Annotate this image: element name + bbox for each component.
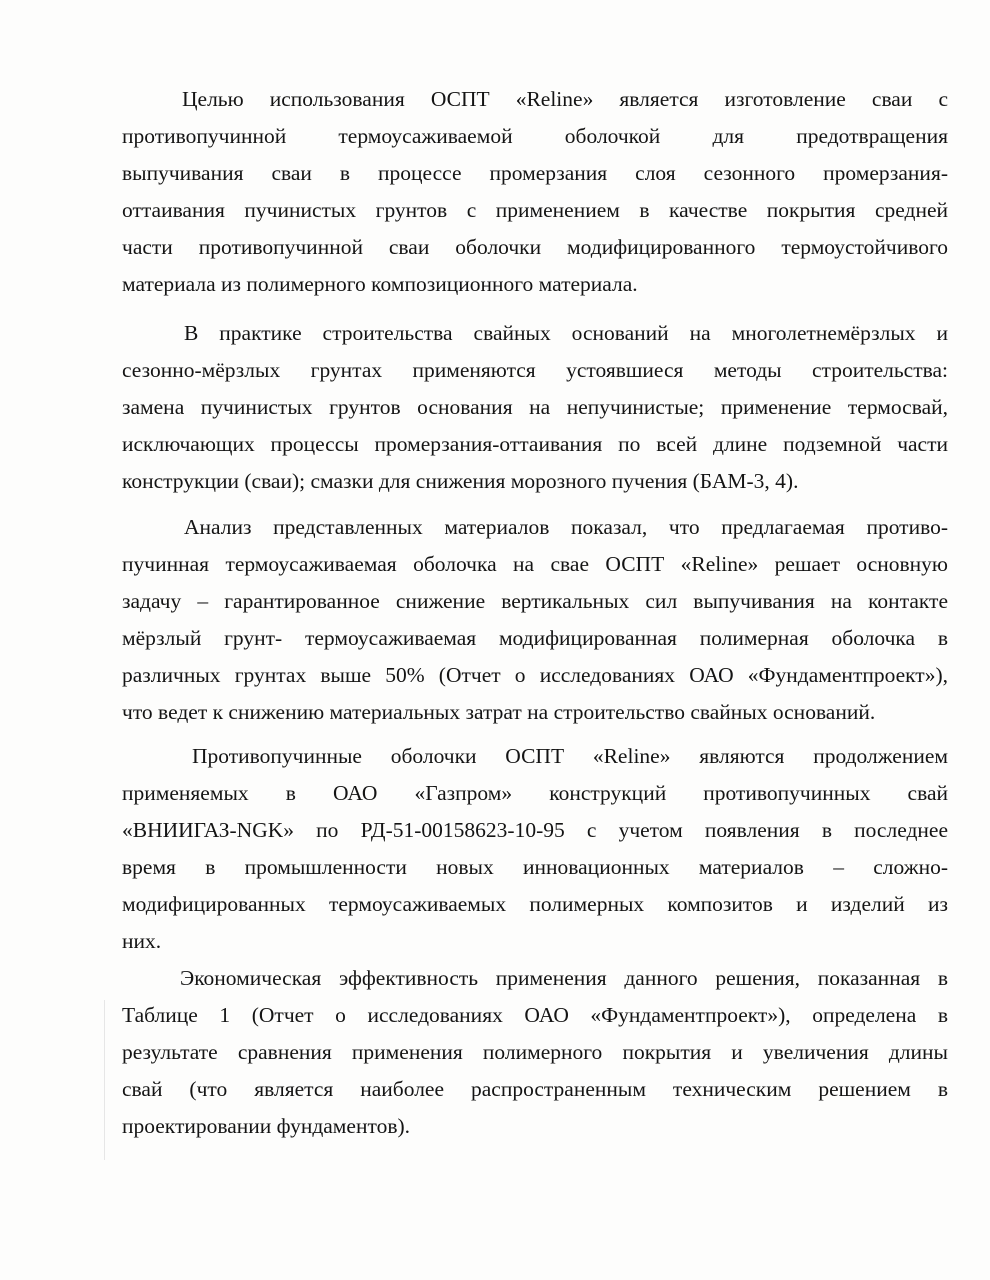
text-line: проектировании фундаментов). xyxy=(122,1114,411,1138)
text-line: конструкции (сваи); смазки для снижения морозного пучения (БАМ-3, 4). xyxy=(122,469,799,493)
text-line: Анализ представленных материалов показал, что предлагаемая противо- xyxy=(184,515,948,539)
paragraph-1 xyxy=(122,81,948,303)
text-line: противопучинной термоусаживаемой оболочкой для предотвращения xyxy=(122,124,948,148)
text-line: них. xyxy=(122,929,162,953)
text-line: модифицированных термоусаживаемых полимерных композитов и изделий из xyxy=(122,892,948,916)
text-line: мёрзлый грунт- термоусаживаемая модифицированная полимерная оболочка в xyxy=(122,626,948,650)
text-line: Экономическая эффективность применения данного решения, показанная в xyxy=(180,966,948,990)
text-line: «ВНИИГАЗ-NGK» по РД-51-00158623-10-95 с учетом появления в последнее xyxy=(122,818,948,842)
text-line: пучинная термоусаживаемая оболочка на свае ОСПТ «Reline» решает основную xyxy=(122,552,948,576)
text-line: сезонно-мёрзлых грунтах применяются устоявшиеся методы строительства: xyxy=(122,358,948,382)
text-line: Противопучинные оболочки ОСПТ «Reline» являются продолжением xyxy=(192,744,948,768)
text-line: В практике строительства свайных оснований на многолетнемёрзлых и xyxy=(184,321,948,345)
text-line: исключающих процессы промерзания-оттаивания по всей длине подземной части xyxy=(122,432,948,456)
scan-artifact xyxy=(104,1000,105,1160)
text-line: задачу – гарантированное снижение вертикальных сил выпучивания на контакте xyxy=(122,589,948,613)
text-line: результате сравнения применения полимерного покрытия и увеличения длины xyxy=(122,1040,948,1064)
text-line: Целью использования ОСПТ «Reline» является изготовление сваи с xyxy=(182,87,948,111)
text-line: применяемых в ОАО «Газпром» конструкций противопучинных свай xyxy=(122,781,948,805)
paragraph-5 xyxy=(122,960,948,1145)
paragraph-2 xyxy=(122,315,948,500)
text-line: различных грунтах выше 50% (Отчет о исследованиях ОАО «Фундаментпроект»), xyxy=(122,663,948,687)
text-line: материала из полимерного композиционного материала. xyxy=(122,272,638,296)
paragraph-3 xyxy=(122,509,948,731)
text-line: части противопучинной сваи оболочки модифицированного термоустойчивого xyxy=(122,235,948,259)
text-line: Таблице 1 (Отчет о исследованиях ОАО «Фундаментпроект»), определена в xyxy=(122,1003,948,1027)
text-line: оттаивания пучинистых грунтов с применением в качестве покрытия средней xyxy=(122,198,948,222)
paragraph-4 xyxy=(122,738,948,960)
text-line: что ведет к снижению материальных затрат на строительство свайных оснований. xyxy=(122,700,876,724)
text-line: свай (что является наиболее распространенным техническим решением в xyxy=(122,1077,948,1101)
text-line: время в промышленности новых инновационных материалов – сложно- xyxy=(122,855,948,879)
text-line: выпучивания сваи в процессе промерзания слоя сезонного промерзания- xyxy=(122,161,948,185)
text-line: замена пучинистых грунтов основания на непучинистые; применение термосвай, xyxy=(122,395,948,419)
